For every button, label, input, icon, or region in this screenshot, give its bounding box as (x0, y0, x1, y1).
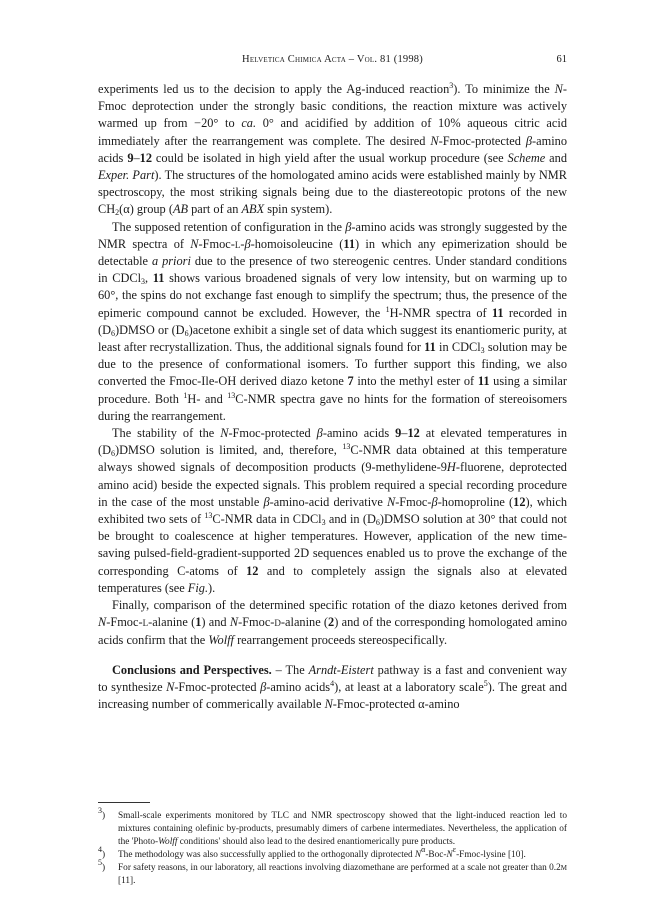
compound-ref: 12 (407, 426, 420, 441)
footnote-divider (98, 802, 150, 803)
paragraph-conclusions: Conclusions and Perspectives. – The Arndt-Eistert pathway is a fast and convenient way to synthesize N-Fmoc-protected β-amino acids$^4$), at least at a laboratory scale$^5$). The great and increasing number of commerically available N-Fmoc-protected α-amino (98, 662, 568, 712)
compound-ref: 12 (513, 494, 526, 509)
scheme-ref: Scheme (507, 150, 546, 165)
footnote-mark: $^4$) (98, 845, 106, 860)
footnote-5: $^5$) For safety reasons, in our laboratory, all reactions involving diazomethane are performed at a scale not greater than 0.2m [11]. (98, 858, 567, 886)
paragraph-2: The supposed retention of configuration in the β-amino acids was strongly suggested by the NMR spectra of N-Fmoc-l-β-homoisoleucine (11) in which any epimerization should be detectable a priori due to the presence of two stereogenic centres. Under standard conditions in CDCl$_3$, 11 shows various broadened signals of very low intensity, but on warming up to 60°, the spins do not exchange fast enough to simplify the spectrum; thus, the presence of the epimeric compound cannot be excluded. However, the $^1$H-NMR spectra of 11 recorded in $(D_6)DMSO$ or $(D_6)acetone$ exhibit a single set of data which suggest its enantiomeric purity, at least after recrystallization. Thus, the additional signals found for 11 in CDCl$_3$ solution may be due to the presence of conformational isomers. To further support this finding, we also converted the Fmoc-Ile-OH derived diazo ketone 7 into the methyl ester of 11 using a similar procedure. Both $^1$H- and $^{13}$C-NMR spectra gave no hints for the formation of stereoisomers during the rearrangement. (98, 219, 567, 423)
page-number: 61 (556, 54, 567, 65)
footnotes (98, 806, 567, 888)
exper-part-ref: Exper. Part (98, 168, 155, 183)
footnote-3: $^3$) Small-scale experiments monitored by TLC and NMR spectroscopy showed that the light-induced reaction led to mixtures containing olefinic by-products, presumably dimers of carbene intermediates. Nevertheless, the application of the 'Photo-Wolff conditions' should also lead to the desired enantiomerically pure products. (98, 806, 567, 847)
compound-ref: 1 (195, 615, 202, 630)
footnote-mark: $^5$) (98, 858, 106, 873)
footnote-ref-3[interactable]: 3 (449, 81, 454, 90)
footnote-ref-5[interactable]: 5 (483, 678, 488, 688)
paragraph-3: The stability of the N-Fmoc-protected β-amino acids 9–12 at elevated temperatures in $(D_6)DMSO$ solution is limited, and, therefore, $^{13}$C-NMR data obtained at this temperature always showed signals of decomposition products (9-methylidene-9H-fluorene, deprotected amino acid) beside the expected signals. This problem required a special recording procedure in the case of the most unstable β-amino-acid derivative N-Fmoc-β-homoproline (12), which exhibited two sets of $^{13}$C-NMR data in CDCl$_3$ and in $(D_6)DMSO$ solution at 30° that could not be brought to coalescence at higher temperatures. However, application of the new time-saving pulsed-field-gradient-supported 2D sequences enabled us to prove the exchange of the corresponding C-atoms of 12 and to completely assign the signals also at elevated temperatures (see Fig.). (98, 426, 568, 595)
footnote-4: $^4$) The methodology was also successfully applied to the orthogonally diprotected $N^\alpha-Boc-N^\varepsilon-Fmoc$-lysine [10]. (98, 845, 526, 860)
body-text (98, 81, 567, 713)
compound-ref: 12 (246, 563, 259, 578)
compound-ref: 11 (343, 236, 356, 251)
compound-ref: 11 (477, 374, 490, 389)
compound-ref: 9 (395, 426, 402, 441)
paragraph-1: experiments led us to the decision to apply the Ag-induced reaction$^3$). To minimize the N-Fmoc deprotection under the strongly basic conditions, the reaction mixture was actively warmed up from −20° to ca. 0° and acidified by addition of 10% aqueous citric acid immediately after the rearrangement was complete. The desired N-Fmoc-protected β-amino acids 9–12 could be isolated in high yield after the usual workup procedure (see Scheme and Exper. Part). The structures of the homologated amino acids were established mainly by NMR spectroscopy, the most striking signals being due to the diastereotopic protons of the new $CH_2(\alpha)$ group (AB part of an ABX spin system). (98, 81, 567, 218)
compound-ref: 12 (139, 150, 152, 165)
compound-ref: 7 (347, 374, 354, 389)
paragraph-4: Finally, comparison of the determined specific rotation of the diazo ketones derived from N-Fmoc-l-alanine (1) and N-Fmoc-d-alanine (2) and of the corresponding homologated amino acids confirm that the Wolff rearrangement proceeds stereospecifically. (98, 598, 567, 647)
compound-ref: 11 (152, 271, 165, 286)
footnote-ref-4[interactable]: 4 (330, 678, 335, 688)
figure-ref: Fig. (187, 580, 209, 595)
compound-ref: 11 (491, 305, 504, 320)
journal-title: Helvetica Chimica Acta – Vol. 81 (1998) (242, 54, 423, 65)
compound-ref: 2 (328, 615, 335, 630)
compound-ref: 9 (127, 150, 134, 165)
compound-ref: 11 (424, 340, 436, 355)
section-heading: Conclusions and Perspectives. (112, 662, 272, 677)
footnote-mark: $^3$) (98, 806, 106, 821)
